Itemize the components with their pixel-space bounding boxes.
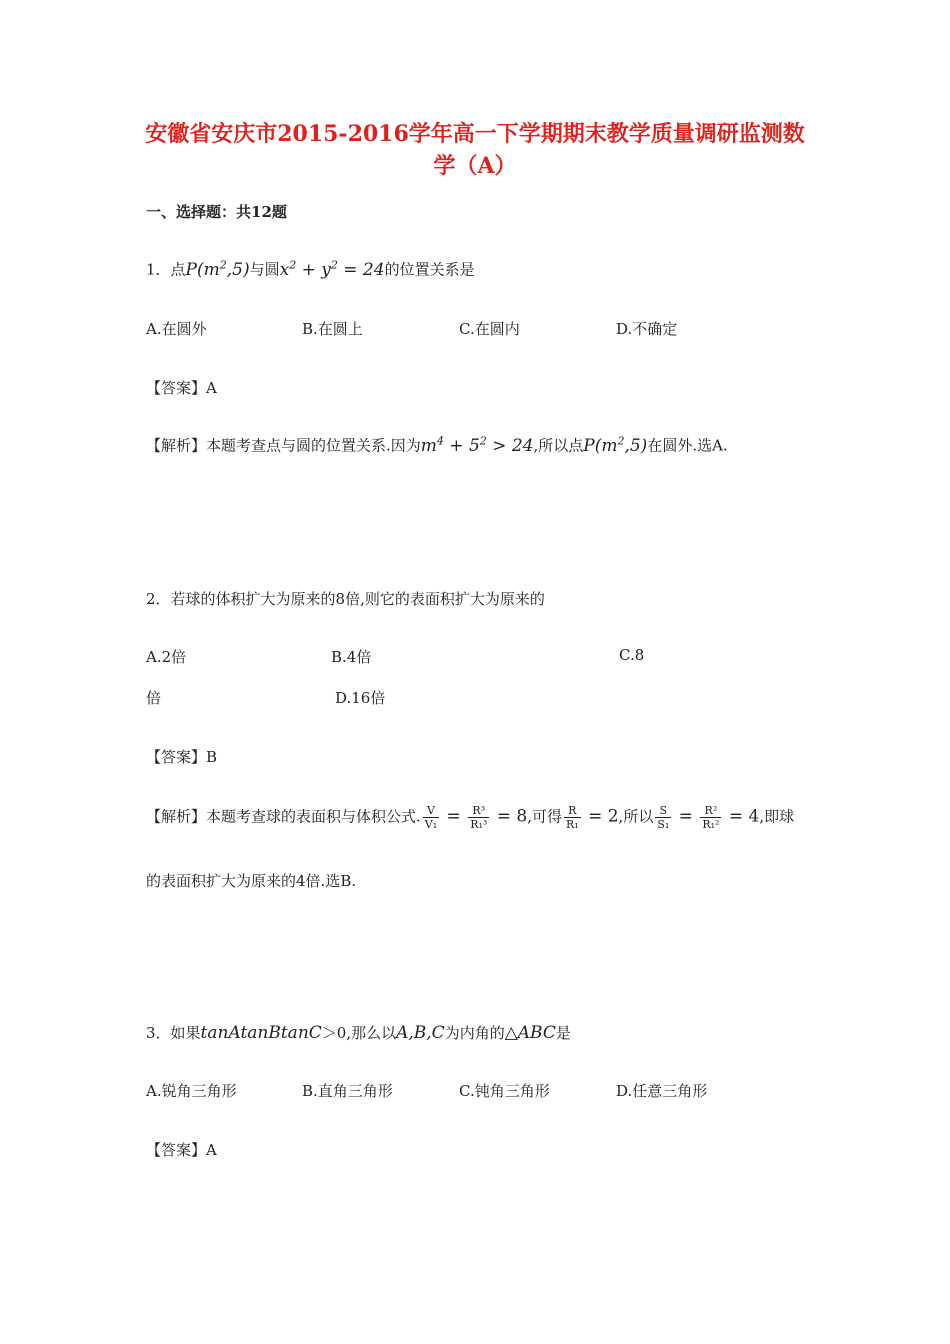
q3-option-c: C.钝角三角形 [459, 1082, 550, 1100]
q1-option-c: C.在圆内 [459, 320, 520, 338]
q2-option-d: D.16倍 [335, 689, 386, 707]
fraction: $\frac{\text{R³}}{\text{R₁³}}$ [470, 804, 488, 831]
q3-triangle: △ABC [504, 1023, 556, 1043]
q2-option-a: A.2倍 [146, 648, 187, 666]
q1-analysis-math: $m^4 + 5^2 > 24$ [420, 434, 534, 456]
q1-analysis: 【解析】本题考查点与圆的位置关系.因为$m^4 + 5^2 > 24$,所以点$P(m^2,5)$在圆外.选A. [146, 434, 728, 456]
q1-point: $P(m^2,5)$ [185, 258, 250, 280]
fraction: $\frac{S}{\text{S₁}}$ [657, 804, 670, 831]
page-title-line1: 安徽省安庆市2015-2016学年高一下学期期末教学质量调研监测数 [145, 121, 805, 147]
question-1 [146, 258, 475, 280]
q2-option-b: B.4倍 [331, 648, 372, 666]
q1-analysis-point: $P(m^2,5)$ [583, 434, 648, 456]
q3-answer: 【答案】A [146, 1141, 217, 1159]
q1-prefix: 1．点 [146, 260, 186, 279]
question-3: 3．如果tanAtanBtanC＞0,那么以A,B,C为内角的△ABC是 [146, 1023, 571, 1043]
q3-expression: tanAtanBtanC [200, 1023, 322, 1043]
q3-option-a: A.锐角三角形 [146, 1082, 237, 1100]
q1-suffix: 的位置关系是 [384, 260, 475, 279]
fraction: $\frac{R}{\text{R₁}}$ [565, 804, 579, 831]
section-heading: 一、选择题：共12题 [146, 203, 287, 221]
fraction: $\frac{V}{\text{V₁}}$ [424, 804, 438, 831]
q1-answer: 【答案】A [146, 379, 217, 397]
question-2: 2．若球的体积扩大为原来的8倍,则它的表面积扩大为原来的 [146, 590, 545, 608]
q3-option-d: D.任意三角形 [616, 1082, 708, 1100]
q2-analysis-line2: 的表面积扩大为原来的4倍.选B. [146, 872, 357, 890]
q1-option-a: A.在圆外 [146, 320, 207, 338]
q2-option-c: C.8 [619, 646, 645, 664]
q1-option-b: B.在圆上 [302, 320, 363, 338]
q3-option-b: B.直角三角形 [302, 1082, 393, 1100]
q2-option-c-cont: 倍 [146, 689, 162, 707]
q2-answer: 【答案】B [146, 748, 218, 766]
q1-equation: $x^2 + y^2 = 24$ [279, 258, 385, 280]
q1-option-d: D.不确定 [616, 320, 678, 338]
page-title-line2: 学（A） [433, 153, 517, 179]
q1-mid: 与圆 [249, 260, 280, 279]
q2-analysis-line1: 【解析】本题考查球的表面积与体积公式. $\frac{V}{\text{V₁}}$ = $\frac{\text{R³}}{\text{R₁³}}$ = 8,可得 $\frac{R}{\text{R₁}}$ = 2,所以 $\frac{S}{\text{S₁}}$ = $\frac{\text{R²}}{\text{R₁²}}$ = 4,即球 [146, 804, 795, 831]
fraction: $\frac{\text{R²}}{\text{R₁²}}$ [702, 804, 720, 831]
q3-vars: A,B,C [396, 1023, 445, 1043]
